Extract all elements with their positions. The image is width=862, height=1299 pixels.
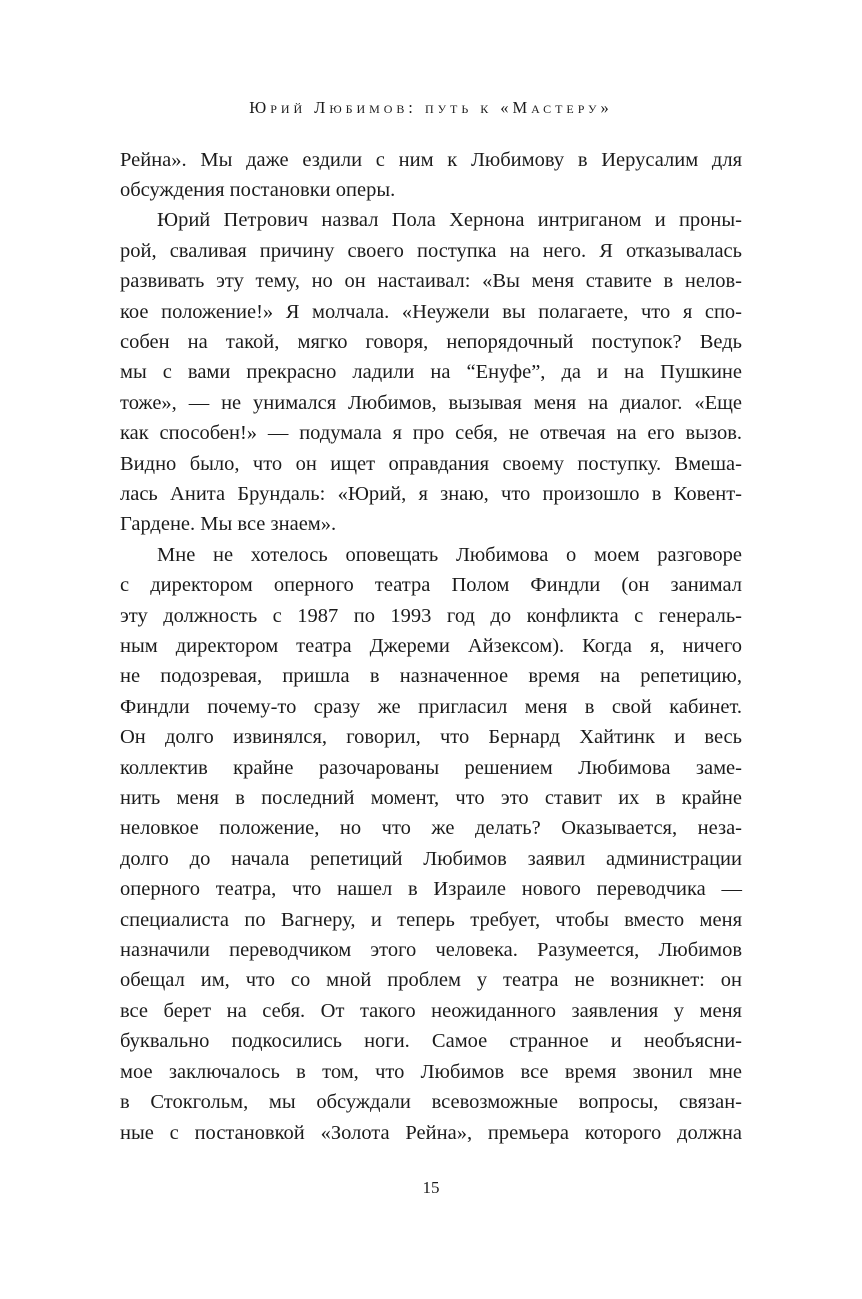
text-line: специалиста по Вагнеру, и теперь требует, чтобы вместо меня [120, 908, 742, 931]
text-line: с директором оперного театра Полом Финдли (он занимал [120, 574, 742, 597]
paragraph [120, 540, 742, 1148]
text-line: Финдли почему-то сразу же пригласил меня в свой кабинет. [120, 695, 742, 718]
text-line: назначили переводчиком этого человека. Разумеется, Любимов [120, 939, 742, 962]
text-line: рой, сваливая причину своего поступка на него. Я отказывалась [120, 239, 742, 262]
text-line: Он долго извинялся, говорил, что Бернард Хайтинк и весь [120, 726, 742, 749]
text-line: как способен!» — подумала я про себя, не отвечая на его вызов. [120, 422, 742, 445]
text-line: оперного театра, что нашел в Израиле нового переводчика — [120, 878, 742, 901]
text-line: Юрий Петрович назвал Пола Хернона интриганом и проны- [157, 209, 742, 232]
text-line: мое заключалось в том, что Любимов все время звонил мне [120, 1060, 742, 1083]
text-line: нить меня в последний момент, что это ставит их в крайне [120, 787, 742, 810]
text-line: ные с постановкой «Золота Рейна», премьера которого должна [120, 1121, 742, 1144]
text-line: обсуждения постановки оперы. [120, 178, 396, 201]
text-line: в Стокгольм, мы обсуждали всевозможные вопросы, связан- [120, 1091, 742, 1114]
text-line: развивать эту тему, но он настаивал: «Вы меня ставите в нелов- [120, 270, 742, 293]
text-line: неловкое положение, но что же делать? Оказывается, неза- [120, 817, 742, 840]
text-line: Гардене. Мы все знаем». [120, 513, 337, 536]
page-number: 15 [422, 1177, 440, 1197]
text-line: собен на такой, мягко говоря, непорядочный поступок? Ведь [120, 330, 742, 353]
text-line: лась Анита Брундаль: «Юрий, я знаю, что произошло в Ковент- [120, 482, 742, 505]
paragraph [120, 145, 742, 206]
text-line: мы с вами прекрасно ладили на “Енуфе”, да и на Пушкине [120, 361, 742, 384]
body-text [120, 145, 742, 1148]
text-line: коллектив крайне разочарованы решением Любимова заме- [120, 756, 742, 779]
text-line: тоже», — не унимался Любимов, вызывая меня на диалог. «Еще [120, 391, 742, 414]
text-line: обещал им, что со мной проблем у театра не возникнет: он [120, 969, 742, 992]
text-line: ным директором театра Джереми Айзексом). Когда я, ничего [120, 635, 742, 657]
text-line: долго до начала репетиций Любимов заявил администрации [120, 847, 742, 870]
text-line: Мне не хотелось оповещать Любимова о моем разговоре [157, 543, 742, 566]
paragraph [120, 205, 742, 539]
text-line: кое положение!» Я молчала. «Неужели вы полагаете, что я спо- [120, 300, 742, 323]
text-line: буквально подкосились ноги. Самое странное и необъясни- [120, 1030, 742, 1053]
text-line: Рейна». Мы даже ездили с ним к Любимову в Иерусалим для [120, 148, 742, 171]
running-header: Юрий Любимов: путь к «Мастеру» [249, 98, 613, 117]
text-line: все берет на себя. От такого неожиданного заявления у меня [120, 999, 742, 1022]
text-line: Видно было, что он ищет оправдания своему поступку. Вмеша- [120, 452, 742, 475]
text-line: эту должность с 1987 по 1993 год до конфликта с генераль- [120, 604, 742, 627]
text-line: не подозревая, пришла в назначенное время на репетицию, [120, 665, 742, 688]
